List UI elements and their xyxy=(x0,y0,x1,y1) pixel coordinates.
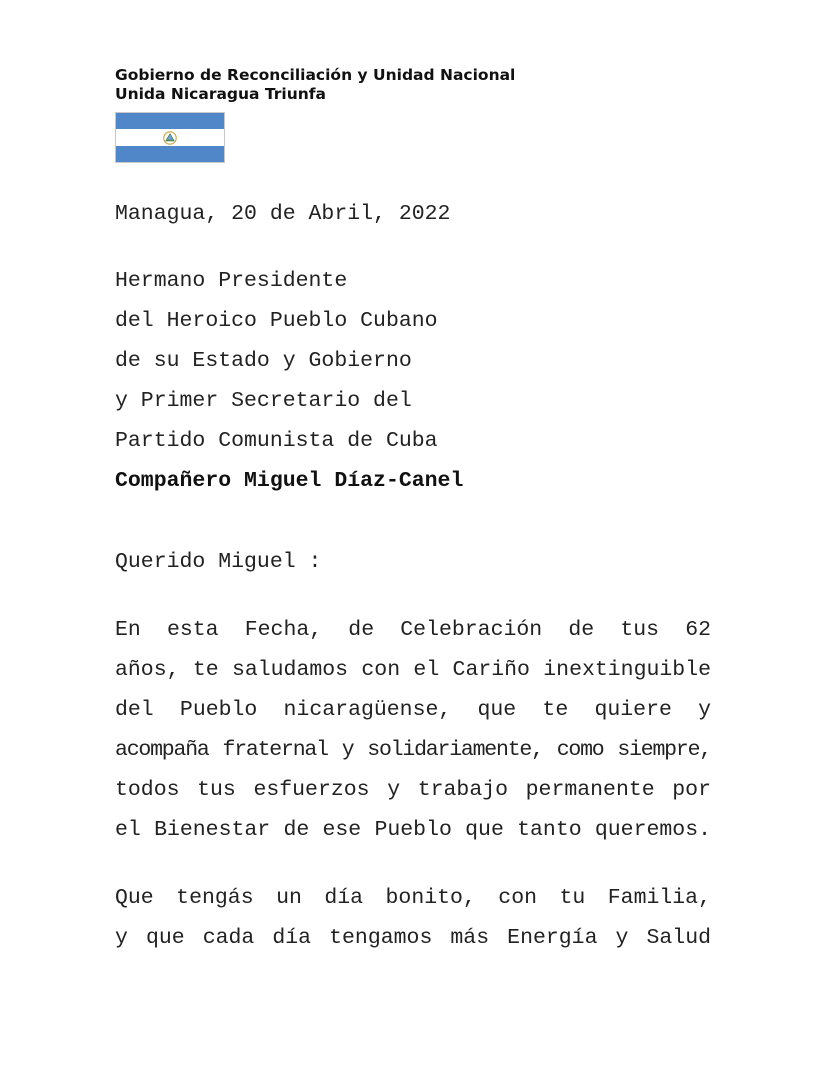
paragraph-line: Que tengás un día bonito, con tu Familia, xyxy=(115,886,711,910)
paragraph-line: el Bienestar de ese Pueblo que tanto queremos. xyxy=(115,818,711,842)
body-paragraph-2 xyxy=(115,878,711,958)
letter-date: Managua, 20 de Abril, 2022 xyxy=(115,202,451,226)
address-line: Partido Comunista de Cuba xyxy=(115,429,438,453)
address-line: Hermano Presidente xyxy=(115,269,348,293)
letterhead-slogan: Unida Nicaragua Triunfa xyxy=(115,85,327,103)
letterhead-government-name: Gobierno de Reconciliación y Unidad Nacional xyxy=(115,66,516,84)
flag-bottom-band xyxy=(116,146,224,162)
address-line: y Primer Secretario del xyxy=(115,389,412,413)
paragraph-line: y que cada día tengamos más Energía y Salud xyxy=(115,926,711,950)
nicaragua-flag-icon xyxy=(115,112,225,163)
flag-top-band xyxy=(116,113,224,129)
paragraph-line: En esta Fecha, de Celebración de tus 62 xyxy=(115,618,711,642)
paragraph-line: del Pueblo nicaragüense, que te quiere y xyxy=(115,698,711,722)
letterhead xyxy=(115,66,515,104)
paragraph-line: todos tus esfuerzos y trabajo permanente por xyxy=(115,778,711,802)
coat-of-arms-icon xyxy=(161,131,179,145)
address-line: de su Estado y Gobierno xyxy=(115,349,412,373)
paragraph-line: acompaña fraternal y solidariamente, como siempre, xyxy=(115,738,711,762)
salutation: Querido Miguel : xyxy=(115,550,322,574)
paragraph-line: años, te saludamos con el Cariño inextinguible xyxy=(115,658,711,682)
address-line: del Heroico Pueblo Cubano xyxy=(115,309,438,333)
body-paragraph-1 xyxy=(115,610,711,850)
recipient-address xyxy=(115,261,463,501)
recipient-name: Compañero Miguel Díaz-Canel xyxy=(115,469,464,493)
